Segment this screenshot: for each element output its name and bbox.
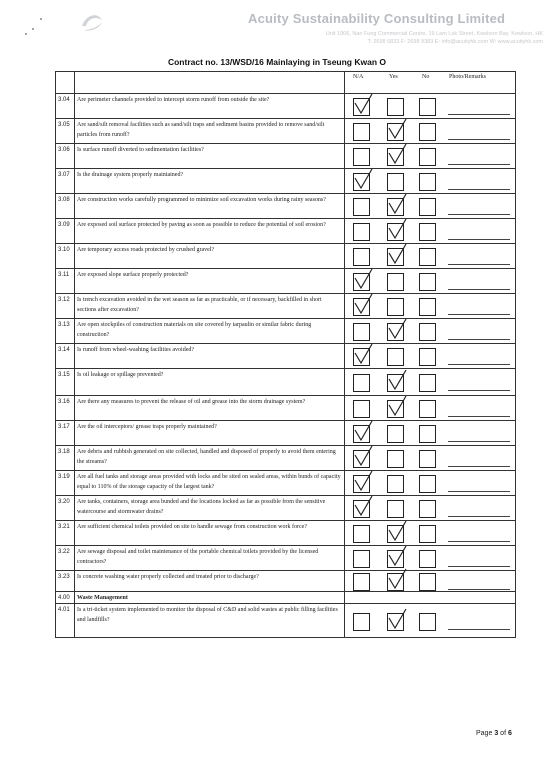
- checkbox-no[interactable]: [419, 323, 436, 341]
- item-number: 3.15: [58, 372, 70, 378]
- col-yes: Yes: [389, 74, 398, 80]
- checkbox-na[interactable]: [353, 173, 370, 191]
- item-number: 3.11: [58, 272, 70, 278]
- page-footer: [476, 730, 512, 737]
- checkbox-na[interactable]: [353, 123, 370, 141]
- checkbox-na[interactable]: [353, 613, 370, 631]
- checkbox-no[interactable]: [419, 425, 436, 443]
- checkbox-no[interactable]: [419, 573, 436, 591]
- table-row: [56, 294, 515, 319]
- remarks-line[interactable]: [448, 491, 510, 492]
- item-number: 3.20: [58, 499, 70, 505]
- item-number: 3.16: [58, 399, 70, 405]
- swirl-logo-icon: [78, 10, 106, 34]
- company-name: Acuity Sustainability Consulting Limited: [248, 11, 506, 26]
- checkbox-no[interactable]: [419, 298, 436, 316]
- remarks-line[interactable]: [448, 289, 510, 290]
- item-number: 4.00: [58, 595, 70, 601]
- item-number: 3.06: [58, 147, 70, 153]
- checkbox-yes[interactable]: [387, 525, 404, 543]
- checkbox-yes[interactable]: [387, 173, 404, 191]
- table-row: [56, 471, 515, 496]
- checkbox-yes[interactable]: [387, 198, 404, 216]
- checkbox-no[interactable]: [419, 525, 436, 543]
- item-number: 4.01: [58, 607, 70, 613]
- checkbox-na[interactable]: [353, 525, 370, 543]
- checkbox-na[interactable]: [353, 298, 370, 316]
- remarks-line[interactable]: [448, 339, 510, 340]
- company-address: [253, 30, 543, 46]
- checkbox-no[interactable]: [419, 198, 436, 216]
- checkbox-yes[interactable]: [387, 298, 404, 316]
- checkbox-yes[interactable]: [387, 374, 404, 392]
- item-question: Is surface runoff diverted to sedimentation facilities?: [77, 147, 204, 153]
- checklist-table: [55, 71, 516, 638]
- address-line-1: Unit 1906, Nan Fung Commercial Centre, 19 Lam Lok Street, Kowloon Bay, Kowloon, HK: [325, 31, 543, 37]
- item-question: Are debris and rubbish generated on site collected, handled and disposed of properly to avoid them entering the streams?: [77, 449, 336, 465]
- checkbox-na[interactable]: [353, 273, 370, 291]
- address-line-2: T: 2698 6833 F: 2698 9383 E: info@acuityhk.com W: www.acuityhk.com: [367, 39, 543, 45]
- item-question: Is a tri-ticket system implemented to monitor the disposal of C&D and solid wastes at public filling facilities and landfills?: [77, 607, 338, 623]
- table-row: [56, 269, 515, 294]
- table-row: [56, 244, 515, 269]
- item-number: 3.14: [58, 347, 70, 353]
- checkbox-yes[interactable]: [387, 400, 404, 418]
- checkbox-no[interactable]: [419, 500, 436, 518]
- table-row: [56, 219, 515, 244]
- checkbox-yes[interactable]: [387, 500, 404, 518]
- item-question: Are open stockpiles of construction materials on site covered by tarpaulin or similar fabric during construction?: [77, 322, 312, 338]
- checkbox-no[interactable]: [419, 98, 436, 116]
- table-row: [56, 369, 515, 396]
- table-row: [56, 94, 515, 119]
- remarks-line[interactable]: [448, 214, 510, 215]
- checkbox-yes[interactable]: [387, 98, 404, 116]
- col-no: No: [422, 74, 430, 80]
- page-number: 3: [494, 730, 499, 737]
- checkbox-yes[interactable]: [387, 273, 404, 291]
- remarks-line[interactable]: [448, 466, 510, 467]
- checkbox-no[interactable]: [419, 173, 436, 191]
- remarks-line[interactable]: [448, 139, 510, 140]
- item-question: Are sufficient chemical toilets provided on site to handle sewage from construction work force?: [77, 524, 307, 530]
- item-question: Are temporary access roads protected by crushed gravel?: [77, 247, 215, 253]
- item-number: 3.12: [58, 297, 70, 303]
- table-row: [56, 604, 515, 637]
- item-number: 3.05: [58, 122, 70, 128]
- table-row: [56, 446, 515, 471]
- item-question: Are the oil interceptors/ grease traps properly maintained?: [77, 424, 217, 430]
- checkbox-yes[interactable]: [387, 323, 404, 341]
- remarks-line[interactable]: [448, 390, 510, 391]
- checkbox-no[interactable]: [419, 550, 436, 568]
- checkbox-no[interactable]: [419, 148, 436, 166]
- item-number: 3.04: [58, 97, 70, 103]
- page-of: of: [500, 730, 507, 737]
- checkbox-no[interactable]: [419, 613, 436, 631]
- checkbox-no[interactable]: [419, 248, 436, 266]
- checkbox-yes[interactable]: [387, 613, 404, 631]
- checkbox-no[interactable]: [419, 223, 436, 241]
- item-number: 3.17: [58, 424, 70, 430]
- item-question: Are there any measures to prevent the release of oil and grease into the storm drainage system?: [77, 399, 306, 405]
- checkbox-na[interactable]: [353, 573, 370, 591]
- item-question: Is runoff from wheel-washing facilities avoided?: [77, 347, 195, 353]
- checkbox-na[interactable]: [353, 323, 370, 341]
- table-row: [56, 119, 515, 144]
- table-row: [56, 592, 515, 604]
- remarks-line[interactable]: [448, 629, 510, 630]
- checkbox-yes[interactable]: [387, 248, 404, 266]
- remarks-line[interactable]: [448, 416, 510, 417]
- checkbox-na[interactable]: [353, 374, 370, 392]
- item-question: Waste Management: [77, 595, 128, 601]
- page-total: 6: [507, 730, 512, 737]
- checkbox-na[interactable]: [353, 98, 370, 116]
- remarks-line[interactable]: [448, 364, 510, 365]
- remarks-line[interactable]: [448, 516, 510, 517]
- item-number: 3.21: [58, 524, 70, 530]
- checkbox-yes[interactable]: [387, 450, 404, 468]
- checkbox-yes[interactable]: [387, 475, 404, 493]
- table-row: [56, 194, 515, 219]
- checkbox-na[interactable]: [353, 450, 370, 468]
- item-question: Is concrete washing water properly collected and treated prior to discharge?: [77, 574, 259, 580]
- table-row: [56, 496, 515, 521]
- remarks-line[interactable]: [448, 114, 510, 115]
- remarks-line[interactable]: [448, 589, 510, 590]
- checkbox-no[interactable]: [419, 400, 436, 418]
- checkbox-yes[interactable]: [387, 573, 404, 591]
- checkbox-na[interactable]: [353, 198, 370, 216]
- checkbox-na[interactable]: [353, 223, 370, 241]
- item-number: 3.10: [58, 247, 70, 253]
- remarks-line[interactable]: [448, 164, 510, 165]
- table-body: [56, 94, 515, 637]
- checkbox-yes[interactable]: [387, 550, 404, 568]
- checkbox-na[interactable]: [353, 248, 370, 266]
- checkbox-na[interactable]: [353, 500, 370, 518]
- table-row: [56, 521, 515, 546]
- table-row: [56, 144, 515, 169]
- table-row: [56, 319, 515, 344]
- item-question: Are exposed slope surface properly protected?: [77, 272, 189, 278]
- checkbox-yes[interactable]: [387, 148, 404, 166]
- item-question: Are perimeter channels provided to intercept storm runoff from outside the site?: [77, 97, 270, 103]
- item-question: Are tanks, containers, storage area bunded and the locations locked as far as possible from the sensitive watercourse and stormwater drains?: [77, 499, 326, 515]
- remarks-line[interactable]: [448, 541, 510, 542]
- remarks-line[interactable]: [448, 239, 510, 240]
- checkbox-yes[interactable]: [387, 123, 404, 141]
- item-number: 3.18: [58, 449, 70, 455]
- table-row: [56, 169, 515, 194]
- col-na: N/A: [353, 74, 364, 80]
- checkbox-yes[interactable]: [387, 425, 404, 443]
- item-question: Are exposed soil surface protected by paving as soon as possible to reduce the potential of soil erosion?: [77, 222, 326, 228]
- checkbox-na[interactable]: [353, 550, 370, 568]
- col-photo-remarks: Photo/Remarks: [449, 74, 486, 80]
- item-question: Are all fuel tanks and storage areas provided with locks and be sited on sealed areas, within bunds of capacity equal to 110% of the storage capacity of the largest tank?: [77, 474, 341, 490]
- checkbox-no[interactable]: [419, 348, 436, 366]
- item-number: 3.08: [58, 197, 70, 203]
- checkbox-no[interactable]: [419, 450, 436, 468]
- item-question: Is trench excavation avoided in the wet season as far as practicable, or if necessary, backfilled in short sections after excavation?: [77, 297, 322, 313]
- checkbox-no[interactable]: [419, 273, 436, 291]
- checkbox-yes[interactable]: [387, 223, 404, 241]
- remarks-line[interactable]: [448, 189, 510, 190]
- checkbox-no[interactable]: [419, 123, 436, 141]
- document-title: Contract no. 13/WSD/16 Mainlaying in Tseung Kwan O: [167, 57, 387, 67]
- item-number: 3.09: [58, 222, 70, 228]
- item-question: Are sewage disposal and toilet maintenance of the portable chemical toilets provided by the licensed contractors?: [77, 549, 319, 565]
- item-number: 3.22: [58, 549, 70, 555]
- item-question: Are construction works carefully programmed to minimize soil excavation works during rainy seasons?: [77, 197, 326, 203]
- table-row: [56, 344, 515, 369]
- checkbox-na[interactable]: [353, 148, 370, 166]
- item-number: 3.07: [58, 172, 70, 178]
- checkbox-na[interactable]: [353, 475, 370, 493]
- table-header: [56, 72, 515, 94]
- checkbox-na[interactable]: [353, 425, 370, 443]
- checkbox-na[interactable]: [353, 348, 370, 366]
- remarks-line[interactable]: [448, 314, 510, 315]
- checkbox-no[interactable]: [419, 475, 436, 493]
- remarks-line[interactable]: [448, 264, 510, 265]
- remarks-line[interactable]: [448, 566, 510, 567]
- item-question: Are sand/silt removal facilities such as sand/silt traps and sediment basins provided to remove sand/silt particles from runoff?: [77, 122, 325, 138]
- letterhead: [0, 0, 554, 55]
- table-row: [56, 396, 515, 421]
- item-number: 3.23: [58, 574, 70, 580]
- item-question: Is the drainage system properly maintained?: [77, 172, 184, 178]
- page-prefix: Page: [476, 730, 493, 737]
- item-number: 3.13: [58, 322, 70, 328]
- item-question: Is oil leakage or spillage prevented?: [77, 372, 164, 378]
- remarks-line[interactable]: [448, 441, 510, 442]
- item-number: 3.19: [58, 474, 70, 480]
- checkbox-na[interactable]: [353, 400, 370, 418]
- table-row: [56, 421, 515, 446]
- checkbox-no[interactable]: [419, 374, 436, 392]
- checkbox-yes[interactable]: [387, 348, 404, 366]
- table-row: [56, 546, 515, 571]
- table-row: [56, 571, 515, 592]
